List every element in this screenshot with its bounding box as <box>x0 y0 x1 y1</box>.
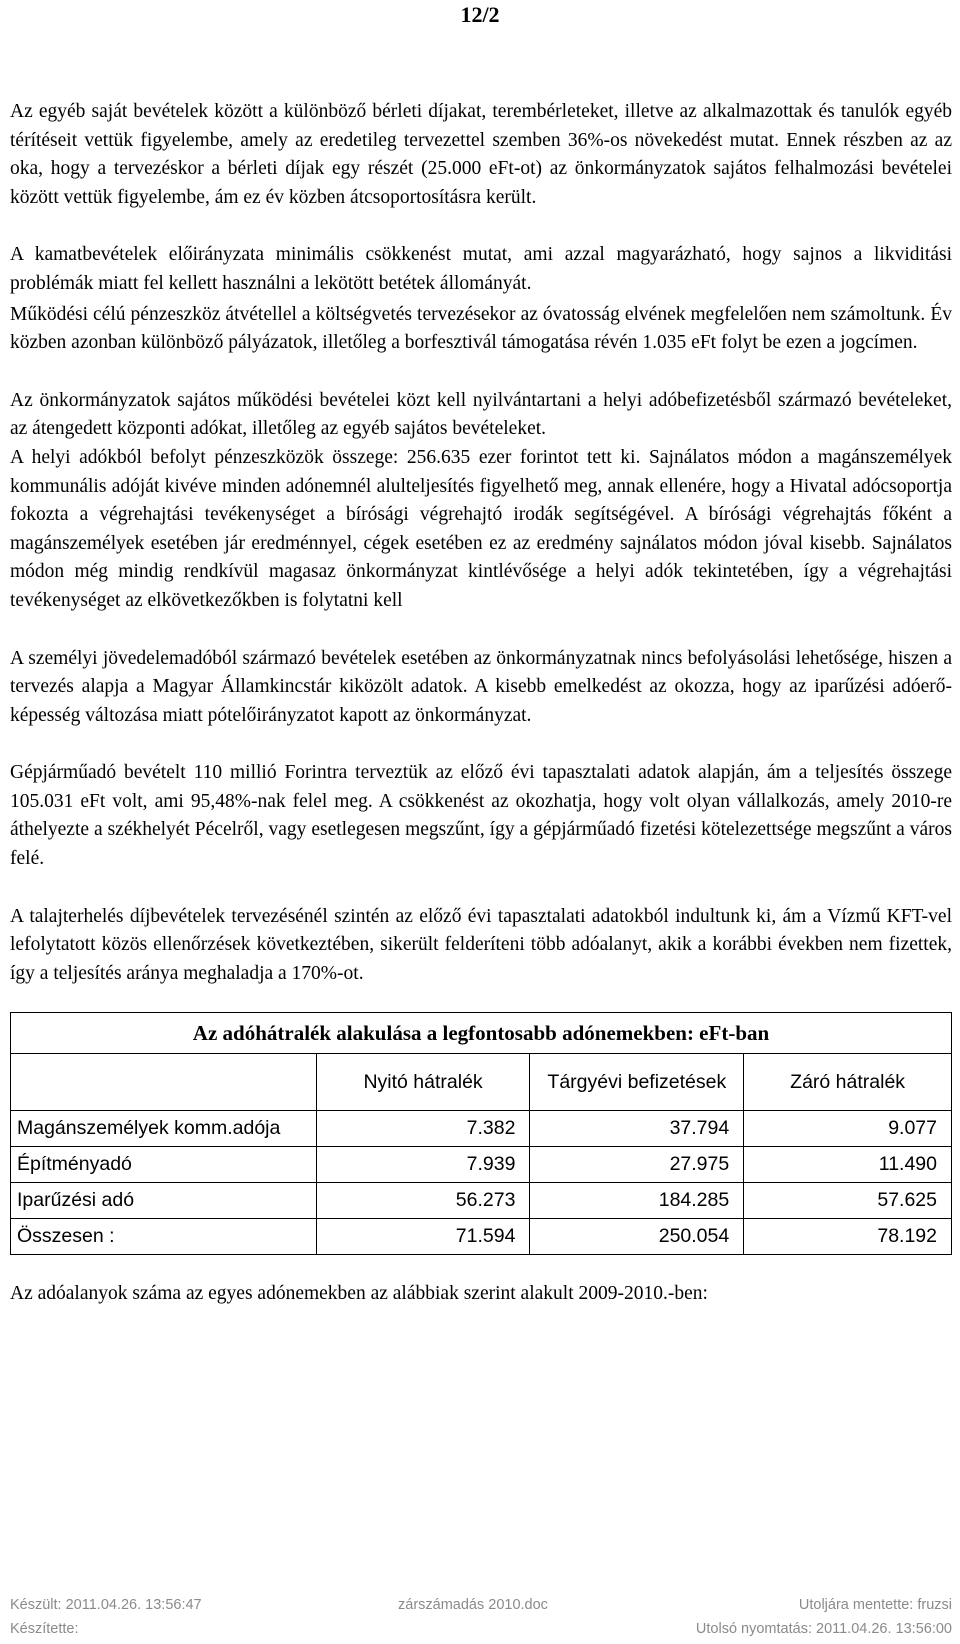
row-label: Iparűzési adó <box>11 1183 317 1219</box>
closing-value: 57.625 <box>744 1183 952 1219</box>
row-label: Építményadó <box>11 1147 317 1183</box>
table-header-row <box>11 1054 952 1111</box>
page-number: 12/2 <box>460 2 500 27</box>
column-header-payments: Tárgyévi befizetések <box>530 1054 744 1111</box>
table-row <box>11 1111 952 1147</box>
table-row-total <box>11 1219 952 1255</box>
paragraph-operating-funds: Működési célú pénzeszköz átvétellel a költségvetés tervezésekor az óvatosság elvének megfelelően nem számoltunk. Év közben azonban különböző pályázatok, illetőleg a borfesztivál támogatása révén 1.035 eFt folyt be ezen a jogcímen. <box>10 303 952 354</box>
taxpayer-count-intro: Az adóalanyok száma az egyes adónemekben az alábbiak szerint alakult 2009-2010.-ben: <box>10 1283 708 1305</box>
paragraph-interest-revenues: A kamatbevételek előirányzata minimális csökkenést mutat, ami azzal magyarázható, hogy sajnos a likviditási problémák miatt fel kellett használni a lekötött betétek állományát. <box>10 244 952 294</box>
table-title: Az adóhátralék alakulása a legfontosabb adónemekben: eFt-ban <box>11 1013 952 1054</box>
document-body <box>10 98 952 1325</box>
footer-created: Készült: 2011.04.26. 13:56:47 <box>10 1597 202 1613</box>
paragraph-soil-load-fee: A talajterhelés díjbevételek tervezésénél szintén az előző évi tapasztalati adatokból indultunk ki, ám a Vízmű KFT-vel lefolytatott közös ellenőrzések következtében, sikerült felderíteni több adóalanyt, akik a korábbi években nem fizettek, így a teljesítés aránya meghaladja a 170%-ot. <box>10 905 952 984</box>
footer-last-printed: Utolsó nyomtatás: 2011.04.26. 13:56:00 <box>695 1621 952 1637</box>
paragraph-other-revenues: Az egyéb saját bevételek között a különböző bérleti díjakat, terembérleteket, illetve az alkalmazottak és tanulók egyéb térítéseit vettük figyelembe, amely az eredetileg tervezettel szemben 36%-os növekedést mutat. Ennek részben az az oka, hogy a tervezéskor a bérleti díjak egy részét (25.000 eFt-ot) az önkormányzatok sajátos felhalmozási bevételei között vettük figyelembe, ám ez év közben átcsoportosításra került. <box>10 101 952 208</box>
closing-value: 78.192 <box>744 1219 952 1255</box>
footer-filename: zárszámadás 2010.doc <box>398 1597 548 1613</box>
opening-value: 7.939 <box>316 1147 530 1183</box>
table-row <box>11 1147 952 1183</box>
closing-value: 9.077 <box>744 1111 952 1147</box>
payments-value: 37.794 <box>530 1111 744 1147</box>
column-header-opening: Nyitó hátralék <box>316 1054 530 1111</box>
payments-value: 250.054 <box>530 1219 744 1255</box>
row-label: Összesen : <box>11 1219 317 1255</box>
opening-value: 56.273 <box>316 1183 530 1219</box>
column-header-closing: Záró hátralék <box>744 1054 952 1111</box>
row-label: Magánszemélyek komm.adója <box>11 1111 317 1147</box>
paragraph-local-tax-amount: A helyi adókból befolyt pénzeszközök összege: 256.635 ezer forintot tett ki. Sajnálatos módon a magánszemélyek kommunális adóját kivéve minden adónemnél alulteljesítés figyelhető meg, annak ellenére, hogy a Hivatal adócsoportja fokozta a végrehajtási tevékenységet a bírósági végrehajtó irodák segítségével. A bírósági végrehajtás főként a magánszemélyek esetében jár eredménnyel, cégek esetében ez az eredmény sajnálatos módon jóval kisebb. Sajnálatos módon még mindig rendkívül magasaz önkormányzat kintlévősége a helyi adók tekintetében, így a végrehajtási tevékenységet az elkövetkezőkben is folytatni kell <box>10 446 952 611</box>
footer-author: Készítette: <box>10 1621 79 1637</box>
closing-value: 11.490 <box>744 1147 952 1183</box>
paragraph-personal-income-tax: A személyi jövedelemadóból származó bevételek esetében az önkormányzatnak nincs befolyásolási lehetősége, hiszen a tervezés alapja a Magyar Államkincstár kiközölt adatok. A kisebb emelkedést az okozza, hogy az iparűzési adóerő-képesség változása miatt pótelőirányzatot kapott az önkormányzat. <box>10 647 952 726</box>
opening-value: 71.594 <box>316 1219 530 1255</box>
payments-value: 184.285 <box>530 1183 744 1219</box>
paragraph-local-tax-intro: Az önkormányzatok sajátos működési bevételei közt kell nyilvántartani a helyi adóbefizetésből származó bevételeket, az átengedett központi adókat, illetőleg az egyéb sajátos bevételeket. <box>10 389 952 440</box>
paragraph-vehicle-tax: Gépjárműadó bevételt 110 millió Forintra terveztük az előző évi tapasztalati adatok alapján, ám a teljesítés összege 105.031 eFt volt, ami 95,48%-nak felel meg. A csökkenést az okozhatja, hogy volt olyan vállalkozás, amely 2010-re áthelyezte a székhelyét Pécelről, vagy esetlegesen megszűnt, így a gépjárműadó fizetési kötelezettsége megszűnt a város felé. <box>10 762 952 870</box>
tax-arrears-table <box>10 1012 952 1255</box>
column-header-empty <box>11 1054 317 1111</box>
page-footer <box>10 1597 952 1641</box>
payments-value: 27.975 <box>530 1147 744 1183</box>
footer-last-saved-by: Utoljára mentette: fruzsi <box>798 1597 952 1613</box>
table-row <box>11 1183 952 1219</box>
opening-value: 7.382 <box>316 1111 530 1147</box>
